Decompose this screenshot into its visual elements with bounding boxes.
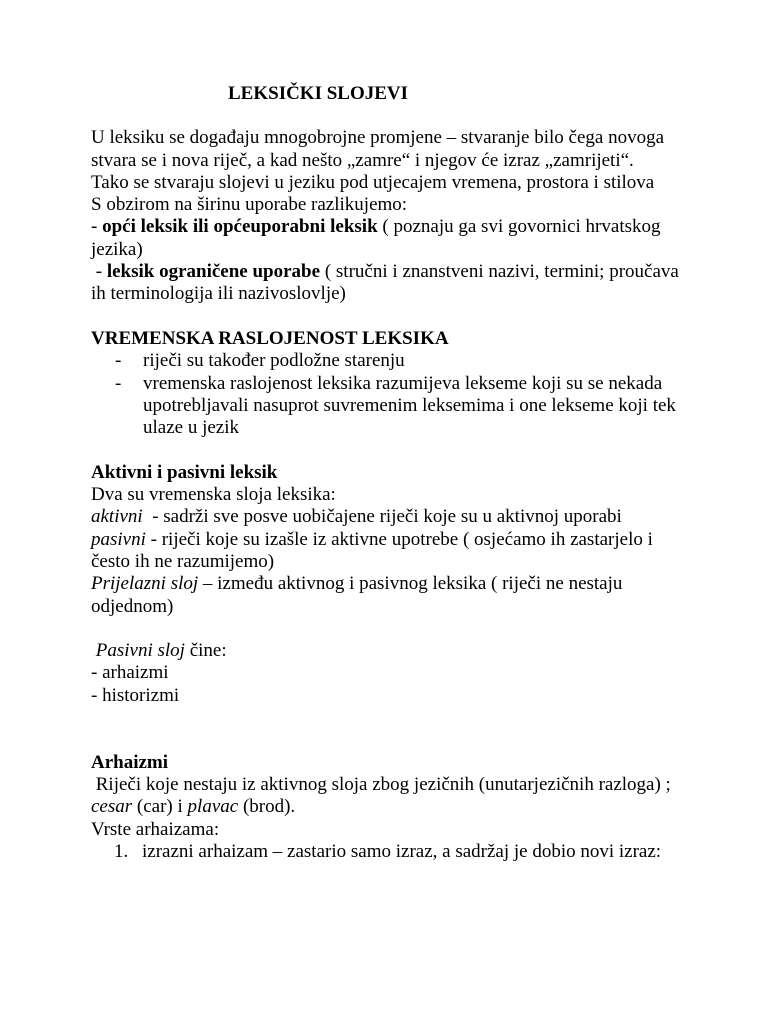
document-content <box>91 83 691 863</box>
list-text: izrazni arhaizam – zastario samo izraz, a sadržaj je dobio novi izraz: <box>142 840 662 862</box>
term: aktivni <box>91 506 143 528</box>
spacer <box>91 439 691 461</box>
pasivni-definition <box>91 529 691 574</box>
spacer <box>91 618 691 640</box>
spacer <box>91 707 691 752</box>
definition: - riječi koje su izašle iz aktivne upotrebe ( osjećamo ih zastarjelo i često ih ne razumijemo) <box>91 528 653 572</box>
definition: – između aktivnog i pasivnog leksika ( riječi ne nestaju odjednom) <box>91 573 623 617</box>
term: Prijelazni sloj <box>91 573 199 595</box>
section-heading-arhaizmi: Arhaizmi <box>91 751 169 773</box>
item-term: opći leksik ili općeuporabni leksik <box>102 216 378 238</box>
term: pasivni <box>91 528 146 550</box>
vremenska-list <box>91 350 691 439</box>
list-item: - vremenska raslojenost leksika razumijeva lekseme koji su se nekada upotrebljavali nasuprot suvremenim leksemima i one lekseme koji tek ulaze u jezik <box>91 373 691 440</box>
item-description: ( stručni i znanstveni nazivi, termini; proučava ih terminologija ili nazivoslovlje) <box>91 261 679 305</box>
list-item: - riječi su također podložne starenju <box>91 350 691 372</box>
aktivni-intro: Dva su vremenska sloja leksika: <box>91 484 336 506</box>
intro-item-ogranicene-uporabe <box>91 261 691 306</box>
vrste-arhaizama: Vrste arhaizama: <box>91 818 220 840</box>
term: Pasivni sloj <box>91 640 185 662</box>
section-heading-vremenska: VREMENSKA RASLOJENOST LEKSIKA <box>91 327 449 349</box>
aktivni-definition <box>91 506 691 528</box>
item-prefix: - <box>91 216 103 238</box>
section-heading-aktivni: Aktivni i pasivni leksik <box>91 461 278 483</box>
list-item: - arhaizmi <box>91 662 169 684</box>
item-description: ( poznaju ga svi govornici hrvatskog jezika) <box>91 216 661 260</box>
list-item: - historizmi <box>91 684 180 706</box>
text: Riječi koje nestaju iz aktivnog sloja zbog jezičnih (unutarjezičnih razloga) ; <box>91 773 676 795</box>
example: cesar <box>91 796 133 818</box>
arhaizmi-paragraph <box>91 774 691 819</box>
example: plavac <box>187 796 239 818</box>
spacer <box>91 306 691 328</box>
intro-item-opci-leksik <box>91 216 691 261</box>
definition: čine: <box>184 640 227 662</box>
intro-paragraph-3: S obzirom na širinu uporabe razlikujemo: <box>91 194 408 216</box>
list-number: 1. <box>114 840 129 862</box>
list-item <box>91 841 691 863</box>
page-title: LEKSIČKI SLOJEVI <box>228 83 409 104</box>
arhaizmi-list <box>91 841 691 863</box>
definition: - sadrži sve posve uobičajene riječi koje su u aktivnoj uporabi <box>142 506 622 528</box>
item-term: leksik ograničene uporabe <box>106 261 321 283</box>
text: (brod). <box>238 796 296 818</box>
text: (car) i <box>132 796 188 818</box>
pasivni-sloj-intro <box>91 640 691 662</box>
intro-paragraph-1: U leksiku se događaju mnogobrojne promjene – stvaranje bilo čega novoga stvara se i nova riječ, a kad nešto „zamre“ i njegov će izraz „zamrijeti“. <box>91 127 665 171</box>
item-prefix: - <box>91 261 107 283</box>
prijelazni-definition <box>91 573 691 618</box>
intro-paragraph-2: Tako se stvaraju slojevi u jeziku pod utjecajem vremena, prostora i stilova <box>91 171 655 193</box>
